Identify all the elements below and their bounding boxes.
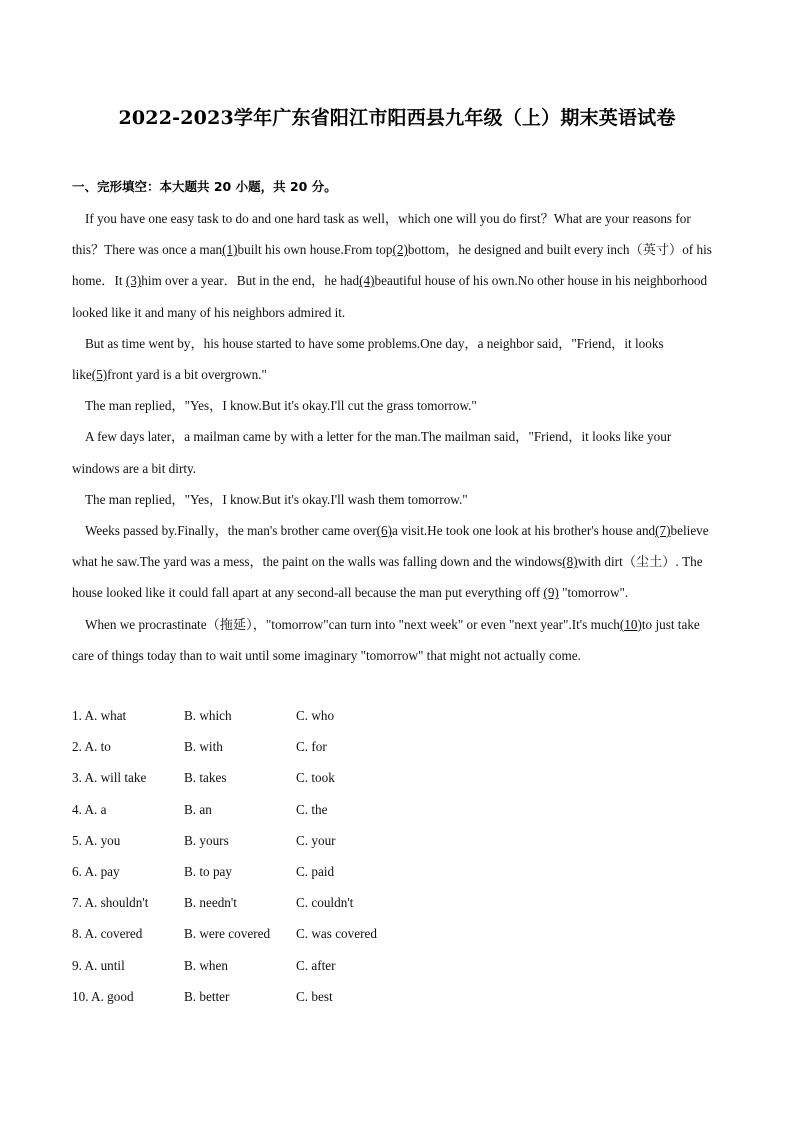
passage-paragraph — [72, 484, 722, 515]
passage-text: built his own house.From top — [237, 242, 393, 258]
option-c: C. took — [296, 770, 335, 786]
option-c: C. best — [296, 988, 333, 1004]
option-c: C. was covered — [296, 926, 377, 942]
option-b: B. an — [184, 801, 212, 817]
section-heading: 一、完形填空：本大题共 20 小题，共 20 分。 — [72, 179, 337, 194]
passage-text: a visit.He took one look at his brother's house and — [392, 523, 656, 539]
blank-number: (9) — [543, 585, 559, 601]
passage-text: When we procrastinate（拖延），"tomorrow"can turn into "next week" or even "next year".It's much — [85, 616, 620, 632]
passage-paragraph — [72, 609, 722, 671]
exam-title: 2022-2023学年广东省阳江市阳西县九年级（上）期末英语试卷 — [118, 107, 676, 129]
blank-number: (5) — [91, 367, 108, 383]
passage-text: front yard is a bit overgrown." — [107, 367, 267, 383]
option-b: B. needn't — [184, 895, 237, 911]
passage-text: But as time went by，his house started to have some problems.One day，a neighbor said，"Friend，it looks like — [72, 335, 664, 383]
blank-number: (10) — [619, 616, 642, 632]
option-b: B. which — [184, 708, 232, 723]
option-c: C. paid — [296, 863, 335, 879]
passage-text: him over a year．But in the end，he had — [141, 273, 360, 289]
option-b: B. to pay — [184, 863, 232, 879]
blank-number: (6) — [376, 523, 392, 539]
passage-text: believe what he saw.The yard was a mess，the paint on the walls was falling down and the windows — [72, 523, 709, 570]
passage-text: Weeks passed by.Finally，the man's brother came over — [85, 523, 377, 539]
passage-text: bottom，he designed and built every inch（英寸）of his home．It — [72, 242, 712, 289]
option-a: 7. A. shouldn't — [72, 895, 149, 911]
blank-number: (4) — [359, 273, 375, 289]
option-a: 1. A. what — [72, 708, 127, 723]
option-b: B. yours — [184, 832, 229, 848]
option-b: B. with — [184, 739, 223, 755]
option-c: C. for — [296, 739, 327, 755]
passage-text: If you have one easy task to do and one hard task as well，which one will you do first？What are your reasons for this？There was once a man — [72, 211, 691, 258]
blank-number: (8) — [562, 554, 578, 570]
passage-paragraph — [72, 515, 722, 609]
passage-text: to just take care of things today than to wait until some imaginary "tomorrow" that might not actually come. — [72, 616, 700, 663]
option-a: 5. A. you — [72, 832, 121, 848]
passage-text: beautiful house of his own.No other house in his neighborhood looked like it and many of his neighbors admired it. — [72, 273, 708, 320]
option-c: C. your — [296, 832, 336, 848]
passage-text: The man replied，"Yes，I know.But it's okay.I'll cut the grass tomorrow." — [85, 398, 477, 414]
passage-paragraph — [72, 390, 722, 421]
passage-paragraph — [72, 421, 722, 483]
blank-number: (3) — [125, 273, 142, 289]
option-c: C. couldn't — [296, 895, 354, 911]
passage-text: The man replied，"Yes，I know.But it's okay.I'll wash them tomorrow." — [85, 491, 468, 507]
passage-text: with dirt（尘土）. The house looked like it could fall apart at any second-all because the man put everything off — [72, 554, 703, 601]
option-a: 3. A. will take — [72, 770, 147, 786]
option-b: B. better — [184, 988, 230, 1004]
option-b: B. were covered — [184, 926, 271, 942]
option-b: B. when — [184, 957, 228, 973]
option-c: C. after — [296, 957, 336, 973]
passage-paragraph — [72, 328, 722, 390]
passage-paragraph — [72, 203, 722, 328]
blank-number: (1) — [222, 242, 238, 258]
option-b: B. takes — [184, 770, 227, 786]
option-a: 8. A. covered — [72, 926, 143, 942]
blank-number: (7) — [655, 523, 671, 539]
cloze-passage — [72, 203, 722, 671]
option-a: 6. A. pay — [72, 863, 120, 879]
passage-text: A few days later，a mailman came by with a letter for the man.The mailman said，"Friend，it looks like your windows are a bit dirty. — [72, 429, 672, 476]
option-a: 2. A. to — [72, 739, 111, 755]
blank-number: (2) — [392, 242, 408, 258]
option-c: C. the — [296, 801, 328, 817]
option-a: 9. A. until — [72, 957, 125, 973]
passage-text: "tomorrow". — [558, 585, 629, 601]
option-a: 4. A. a — [72, 801, 107, 817]
option-c: C. who — [296, 708, 335, 723]
option-a: 10. A. good — [72, 988, 134, 1004]
